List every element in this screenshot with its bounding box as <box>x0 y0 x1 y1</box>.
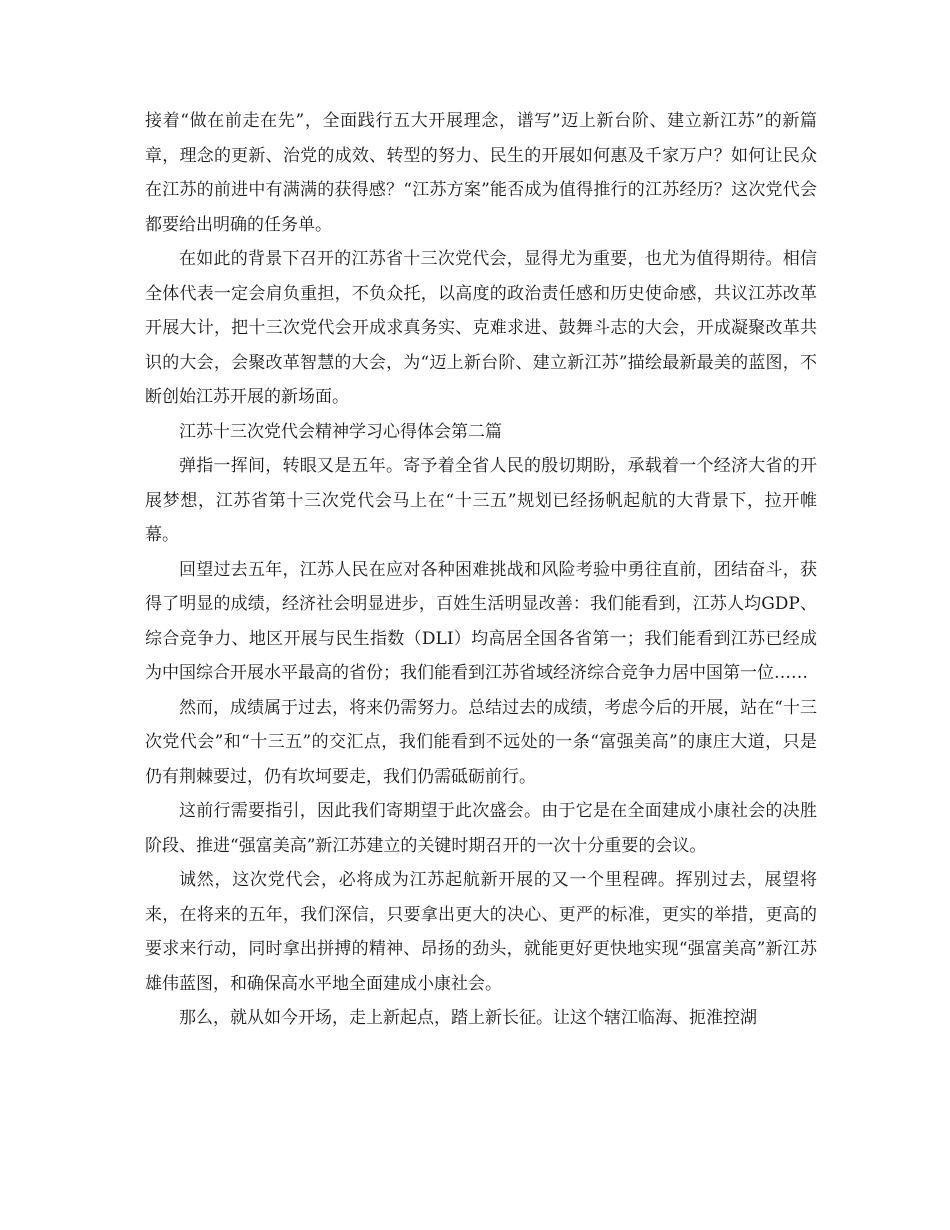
paragraph: 在如此的背景下召开的江苏省十三次党代会，显得尤为重要，也尤为值得期待。相信全体代表一定会肩负重担，不负众托，以高度的政治责任感和历史使命感，共议江苏改革开展大计，把十三次党代会开成求真务实、克难求进、鼓舞斗志的大会，开成凝聚改革共识的大会，会聚改革智慧的大会，为“迈上新台阶、建立新江苏”描绘最新最美的蓝图，不断创始江苏开展的新场面。 <box>145 249 817 407</box>
paragraph-continuation: 接着“做在前走在先”，全面践行五大开展理念，谱写”迈上新台阶、建立新江苏”的新篇章，理念的更新、治党的成效、转型的努力、民生的开展如何惠及千家万户？如何让民众在江苏的前进中有满满的获得感？“江苏方案”能否成为值得推行的江苏经历？这次党代会都要给出明确的任务单。 <box>145 111 817 235</box>
paragraph: 那么，就从如今开场，走上新起点，踏上新长征。让这个辖江临海、扼淮控湖 <box>179 1008 757 1028</box>
paragraph: 回望过去五年，江苏人民在应对各种困难挑战和风险考验中勇往直前，团结奋斗，获得了明显的成绩，经济社会明显进步，百姓生活明显改善：我们能看到，江苏人均GDP、综合竞争力、地区开展与民生指数（DLI）均高居全国各省第一；我们能看到江苏已经成为中国综合开展水平最高的省份；我们能看到江苏省域经济综合竞争力居中国第一位…… <box>145 559 817 683</box>
paragraph: 弹指一挥间，转眼又是五年。寄予着全省人民的殷切期盼，承载着一个经济大省的开展梦想，江苏省第十三次党代会马上在“十三五”规划已经扬帆起航的大背景下，拉开帷幕。 <box>145 456 817 545</box>
paragraph: 诚然，这次党代会，必将成为江苏起航新开展的又一个里程碑。挥别过去，展望将来，在将来的五年，我们深信，只要拿出更大的决心、更严的标准，更实的举措，更高的要求来行动，同时拿出拼搏的精神、昂扬的劲头，就能更好更快地实现“强富美高”新江苏雄伟蓝图，和确保高水平地全面建成小康社会。 <box>145 870 817 994</box>
paragraph: 然而，成绩属于过去，将来仍需努力。总结过去的成绩，考虑今后的开展，站在“十三次党代会”和“十三五”的交汇点，我们能看到不远处的一条“富强美高”的康庄大道，只是仍有荆棘要过，仍有坎坷要走，我们仍需砥砺前行。 <box>145 697 817 787</box>
paragraph: 这前行需要指引，因此我们寄期望于此次盛会。由于它是在全面建成小康社会的决胜阶段、推进“强富美高”新江苏建立的关键时期召开的一次十分重要的会议。 <box>145 801 817 856</box>
section-heading: 江苏十三次党代会精神学习心得体会第二篇 <box>179 421 502 442</box>
document-page <box>145 104 817 1036</box>
